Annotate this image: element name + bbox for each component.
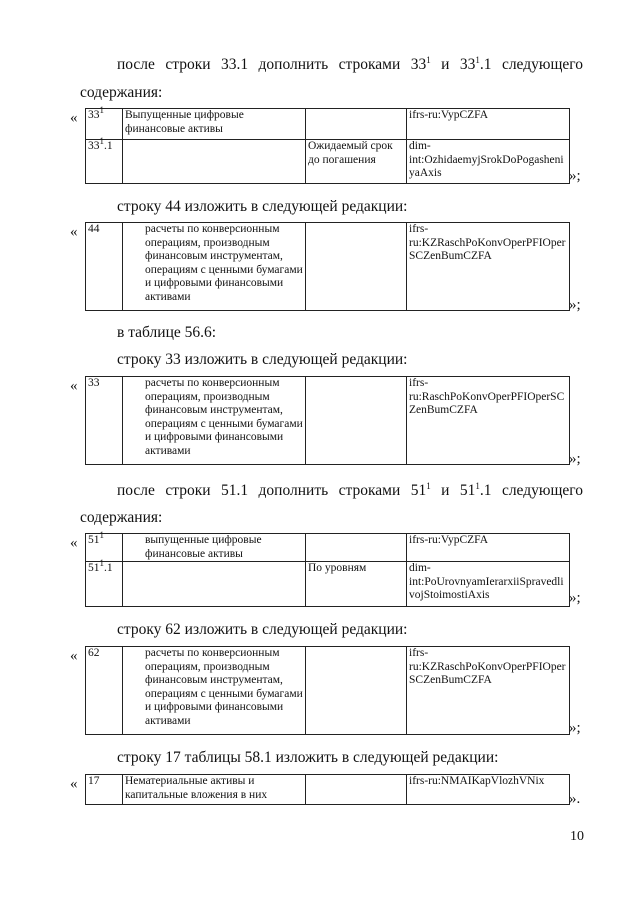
table-row-33 bbox=[85, 376, 570, 465]
word: дополнить bbox=[258, 482, 329, 499]
word: следующего bbox=[501, 56, 583, 73]
cell-col3: Ожидаемый срок до погашения bbox=[306, 140, 407, 184]
table-rows-51 bbox=[85, 530, 570, 607]
table-rows-33 bbox=[85, 105, 570, 184]
cell-code bbox=[86, 105, 123, 140]
cell-col3 bbox=[306, 223, 407, 311]
paragraph-intro-1-cont: содержания: bbox=[80, 84, 163, 101]
quote-close: ». bbox=[569, 791, 581, 807]
code-suffix: .1 bbox=[104, 140, 113, 152]
word: после bbox=[117, 482, 155, 499]
cell-code: 44 bbox=[86, 223, 123, 311]
cell-name: расчеты по конверсионным операциям, производным финансовым инструментам, операциям с ценными бумагами и цифровыми финансовыми активами bbox=[123, 377, 306, 465]
quote-close: »; bbox=[569, 720, 581, 736]
cell-name: расчеты по конверсионным операциям, производным финансовым инструментам, операциям с ценными бумагами и цифровыми финансовыми активами bbox=[123, 223, 306, 311]
table-row-17 bbox=[85, 774, 570, 805]
paragraph-intro-1 bbox=[117, 55, 583, 74]
cell-name: расчеты по конверсионным операциям, производным финансовым инструментам, операциям с ценными бумагами и цифровыми финансовыми активами bbox=[123, 647, 306, 735]
cell-code bbox=[86, 558, 123, 607]
quote-open: « bbox=[70, 378, 78, 394]
quote-open: « bbox=[70, 535, 78, 551]
cell-tag: dim-int:OzhidaemyjSrokDoPogasheniyaAxis bbox=[407, 140, 570, 184]
word: строками bbox=[338, 56, 401, 73]
paragraph-row-44: строку 44 изложить в следующей редакции: bbox=[117, 198, 408, 215]
word: 33.1 bbox=[220, 56, 249, 73]
word: строки bbox=[165, 56, 211, 73]
cell-col3 bbox=[306, 775, 407, 805]
row-ref-sup: 1 bbox=[475, 54, 480, 65]
table-row bbox=[86, 562, 570, 607]
table-row-62 bbox=[85, 646, 570, 735]
code-sup: 1 bbox=[99, 105, 104, 116]
table-row-44 bbox=[85, 222, 570, 311]
cell-name bbox=[123, 140, 306, 184]
paragraph-row-33: строку 33 изложить в следующей редакции: bbox=[117, 351, 408, 368]
paragraph-intro-51 bbox=[117, 481, 583, 500]
row-ref-sup: 1 bbox=[475, 480, 480, 491]
word: и bbox=[441, 482, 450, 499]
cell-tag: ifrs-ru:KZRaschPoKonvOperPFIOperSCZenBumCZFA bbox=[407, 647, 570, 735]
cell-tag: ifrs-ru:NMAIKapVlozhVNix bbox=[407, 775, 570, 805]
cell-tag: ifrs-ru:RaschPoKonvOperPFIOperSCZenBumCZFA bbox=[407, 377, 570, 465]
cell-name: выпущенные цифровые финансовые активы bbox=[123, 534, 306, 562]
table-row bbox=[86, 109, 570, 140]
code-number: 33 bbox=[88, 140, 100, 152]
cell-name bbox=[123, 562, 306, 607]
word: 51.1 bbox=[220, 482, 249, 499]
code-number: 51 bbox=[88, 562, 100, 574]
cell-name: Нематериальные активы и капитальные вложения в них bbox=[123, 775, 306, 805]
code-sup: 1 bbox=[99, 530, 104, 541]
paragraph-table-56-6: в таблице 56.6: bbox=[117, 324, 217, 341]
quote-close: »; bbox=[569, 451, 581, 467]
cell-col3 bbox=[306, 377, 407, 465]
quote-open: « bbox=[70, 776, 78, 792]
row-ref bbox=[411, 55, 431, 74]
cell-tag: dim-int:PoUrovnyamIerarxiiSpravedlivojStoimostiAxis bbox=[407, 562, 570, 607]
row-ref-number: 51 bbox=[459, 482, 476, 499]
cell-name: Выпущенные цифровые финансовые активы bbox=[123, 109, 306, 140]
quote-close: »; bbox=[569, 590, 581, 606]
row-ref-suffix: .1 bbox=[479, 56, 492, 73]
row-ref-sup: 1 bbox=[426, 54, 431, 65]
row-ref-suffix: .1 bbox=[479, 482, 492, 499]
quote-open: « bbox=[70, 110, 78, 126]
table-row bbox=[86, 775, 570, 805]
word: и bbox=[441, 56, 450, 73]
quote-open: « bbox=[70, 224, 78, 240]
cell-col3 bbox=[306, 534, 407, 562]
word: следующего bbox=[501, 482, 583, 499]
cell-tag: ifrs-ru:VypCZFA bbox=[407, 534, 570, 562]
code-suffix: .1 bbox=[104, 562, 113, 574]
code-sup: 1 bbox=[99, 136, 104, 147]
cell-tag: ifrs-ru:VypCZFA bbox=[407, 109, 570, 140]
row-ref-number: 33 bbox=[410, 56, 427, 73]
table-row bbox=[86, 223, 570, 311]
cell-col3 bbox=[306, 647, 407, 735]
word: строками bbox=[338, 482, 401, 499]
table-row bbox=[86, 647, 570, 735]
word: после bbox=[117, 56, 155, 73]
row-ref-sup: 1 bbox=[426, 480, 431, 491]
cell-code bbox=[86, 136, 123, 184]
code-sup: 1 bbox=[99, 558, 104, 569]
word: строки bbox=[165, 482, 211, 499]
row-ref bbox=[460, 55, 492, 74]
table-row bbox=[86, 140, 570, 184]
code-number: 33 bbox=[88, 109, 100, 121]
cell-code bbox=[86, 530, 123, 562]
table-row bbox=[86, 377, 570, 465]
page-number: 10 bbox=[570, 829, 584, 844]
cell-code: 33 bbox=[86, 377, 123, 465]
quote-open: « bbox=[70, 648, 78, 664]
row-ref bbox=[411, 481, 431, 500]
row-ref bbox=[460, 481, 492, 500]
row-ref-number: 33 bbox=[459, 56, 476, 73]
code-number: 51 bbox=[88, 534, 100, 546]
cell-code: 62 bbox=[86, 647, 123, 735]
quote-close: »; bbox=[569, 168, 581, 184]
cell-code: 17 bbox=[86, 775, 123, 805]
cell-col3: По уровням bbox=[306, 562, 407, 607]
cell-col3 bbox=[306, 109, 407, 140]
cell-tag: ifrs-ru:KZRaschPoKonvOperPFIOperSCZenBumCZFA bbox=[407, 223, 570, 311]
paragraph-row-17: строку 17 таблицы 58.1 изложить в следующей редакции: bbox=[117, 749, 499, 766]
quote-close: »; bbox=[569, 297, 581, 313]
row-ref-number: 51 bbox=[410, 482, 427, 499]
paragraph-intro-51-cont: содержания: bbox=[80, 509, 163, 526]
paragraph-row-62: строку 62 изложить в следующей редакции: bbox=[117, 621, 408, 638]
word: дополнить bbox=[258, 56, 329, 73]
table-row bbox=[86, 534, 570, 562]
